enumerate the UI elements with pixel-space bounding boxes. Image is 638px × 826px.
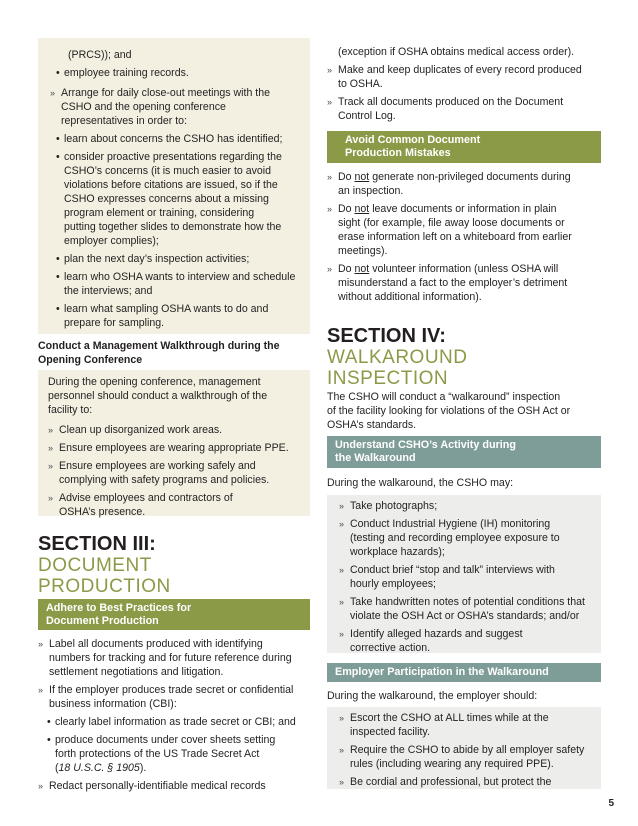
mistakes-items (327, 170, 601, 308)
arrange-dot: • learn who OSHA wants to interview and schedule the interviews; and (56, 270, 308, 298)
walkthrough-panel (38, 370, 310, 516)
top-item: » Make and keep duplicates of every record produced to OSHA. (327, 63, 601, 91)
csho-item: » Conduct Industrial Hygiene (IH) monitoring (testing and recording employee exposure to workplace hazards); (339, 517, 593, 559)
arrange-line: representatives in order to: (61, 115, 188, 127)
walkthrough-heading: Conduct a Management Walkthrough during the Opening Conference (38, 340, 280, 366)
arrange-dot: • plan the next day’s inspection activities; (56, 252, 308, 266)
arrange-line: CSHO and the opening conference (61, 101, 226, 113)
arrange-dots (56, 132, 308, 330)
employer-panel (327, 707, 601, 789)
csho-item: » Take handwritten notes of potential conditions that violate the OSH Act or OSHA’s standards; and/or (339, 595, 593, 623)
redact-item: » Redact personally-identifiable medical records (38, 779, 310, 793)
section4-header (327, 325, 601, 389)
top-continued: (exception if OSHA obtains medical access order). (338, 46, 575, 58)
section3-subtitle-line: PRODUCTION (38, 576, 171, 597)
doc-item: » If the employer produces trade secret or confidential business information (CBI): (38, 683, 310, 711)
mistake-item: » Do not generate non-privileged documents during an inspection. (327, 170, 601, 198)
employer-item: » Be cordial and professional, but protect the (339, 775, 593, 789)
csho-activity-bar: Understand CSHO’s Activity during the Walkaround (327, 436, 601, 468)
right-top-block (327, 45, 601, 127)
employer-item: » Require the CSHO to abide by all employer safety rules (including wearing any required PPE). (339, 743, 593, 771)
cbi-dots (47, 715, 310, 775)
walkthrough-item: » Advise employees and contractors of OSHA’s presence. (48, 491, 300, 519)
section4-subtitle-line: INSPECTION (327, 368, 449, 389)
section4-title: SECTION IV: (327, 325, 446, 347)
intro-dot-item: • employee training records. (56, 66, 308, 80)
cbi-citation: (18 U.S.C. § 1905). (55, 762, 147, 774)
doc-item: » Label all documents produced with identifying numbers for tracking and for future reference during settlement negotiations and litigation. (38, 637, 310, 679)
employer-lead: During the walkaround, the employer should: (327, 690, 538, 702)
employer-item: » Escort the CSHO at ALL times while at the inspected facility. (339, 711, 593, 739)
intro-continued: (PRCS)); and (68, 49, 132, 61)
section3-subtitle-line: DOCUMENT (38, 555, 152, 576)
csho-item: » Conduct brief “stop and talk” interviews with hourly employees; (339, 563, 593, 591)
left-intro-block (50, 48, 308, 334)
walkthrough-item: » Ensure employees are working safely and complying with safety programs and policies. (48, 459, 300, 487)
arrange-line: » Arrange for daily close-out meetings with the (61, 87, 271, 99)
mistake-item: » Do not volunteer information (unless OSHA will misunderstand a fact to the employer’s detriment without additional information). (327, 262, 601, 304)
csho-item: » Take photographs; (339, 499, 593, 513)
cbi-dot: • clearly label information as trade secret or CBI; and (47, 715, 310, 729)
arrange-item (50, 86, 308, 128)
employer-participation-bar: Employer Participation in the Walkaround (327, 663, 601, 682)
mistakes-bar: Avoid Common Document Production Mistakes (327, 131, 601, 163)
section4-subtitle-line: WALKAROUND (327, 347, 468, 368)
section3-header (38, 533, 310, 597)
best-practices-bar: Adhere to Best Practices for Document Production (38, 599, 310, 630)
page-number: 5 (608, 798, 614, 809)
doc-items (38, 637, 310, 797)
csho-lead: During the walkaround, the CSHO may: (327, 477, 514, 489)
cbi-dot: • produce documents under cover sheets setting forth protections of the US Trade Secret Act (18 U.S.C. § 1905). (47, 733, 310, 775)
arrange-dot: • learn about concerns the CSHO has identified; (56, 132, 308, 146)
walkthrough-intro: During the opening conference, management personnel should conduct a walkthrough of the facility to: (48, 376, 268, 416)
section3-title: SECTION III: (38, 533, 156, 555)
mistake-item: » Do not leave documents or information in plain sight (for example, file away loose documents or erase information left on a whiteboard from earlier meetings). (327, 202, 601, 258)
top-item: » Track all documents produced on the Document Control Log. (327, 95, 601, 123)
csho-item: » Identify alleged hazards and suggest corrective action. (339, 627, 593, 655)
walkthrough-item: » Ensure employees are wearing appropriate PPE. (48, 441, 300, 455)
arrange-dot: • learn what sampling OSHA wants to do and prepare for sampling. (56, 302, 308, 330)
csho-panel (327, 495, 601, 653)
walkthrough-item: » Clean up disorganized work areas. (48, 423, 300, 437)
arrange-dot: • consider proactive presentations regarding the CSHO’s concerns (it is much easier to avoid violations before citations are issued, so if the CSHO expresses concerns about a missing program element or training, considering putting together slides to demonstrate how the employer complies); (56, 150, 308, 248)
section4-intro: The CSHO will conduct a “walkaround” inspection of the facility looking for violations of the OSH Act or OSHA’s standards. (327, 391, 571, 431)
